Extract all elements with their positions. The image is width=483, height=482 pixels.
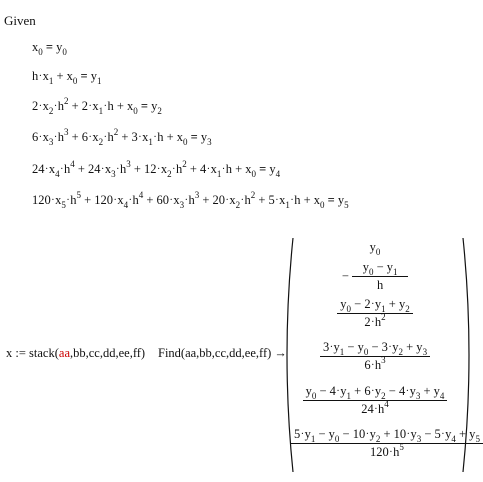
equation-2[interactable]: $h\cdot x_1 + x_0 = y_1$ (32, 69, 102, 86)
stack-function: stack( (29, 346, 59, 360)
result-row-5: $\frac{y_0 - 4\cdot y_1 + 6\cdot y_2 - 4\cdot y_3 + y_4}{24\cdot h^4}$ (291, 384, 459, 417)
equation-1[interactable]: $x_0 = y_0$ (32, 40, 67, 57)
result-row-4: $\frac{3\cdot y_1 - y_0 - 3\cdot y_2 + y_3}{6\cdot h^3}$ (291, 340, 459, 373)
assigned-variable: x := (6, 346, 26, 360)
find-expression[interactable] (158, 346, 287, 361)
equation-5[interactable]: $24\cdot x_4\cdot h^4 + 24\cdot x_3\cdot h^3 + 12\cdot x_2\cdot h^2 + 4\cdot x_1\cdot h + x_0 = y_4$ (32, 159, 281, 179)
given-keyword: Given (4, 13, 36, 28)
equation-3[interactable]: $2\cdot x_2\cdot h^2 + 2\cdot x_1\cdot h + x_0 = y_2$ (32, 96, 162, 116)
result-vector (291, 236, 480, 474)
result-row-2: − $\frac{y_0 - y_1}{h}$ (291, 260, 459, 293)
equation-6[interactable]: $120\cdot x_5\cdot h^5 + 120\cdot x_4\cdot h^4 + 60\cdot x_3\cdot h^3 + 20\cdot x_2\cdot h^2 + 5\cdot x_1\cdot h + x_0 = y_5$ (32, 190, 349, 210)
result-row-3: $\frac{y_0 - 2\cdot y_1 + y_2}{2\cdot h^2}$ (291, 297, 459, 330)
result-row-1: $y_0$ (369, 240, 381, 257)
stack-remaining-args: ,bb,cc,dd,ee,ff) (70, 346, 146, 360)
result-row-6: $\frac{5\cdot y_1 - y_0 - 10\cdot y_2 + 10\cdot y_3 - 5\cdot y_4 + y_5}{120\cdot h^5}$ (291, 427, 459, 460)
find-call: Find(aa,bb,cc,dd,ee,ff) (158, 346, 272, 360)
equation-4[interactable]: $6\cdot x_3\cdot h^3 + 6\cdot x_2\cdot h^2 + 3\cdot x_1\cdot h + x_0 = y_3$ (32, 127, 212, 147)
highlighted-argument: aa (58, 346, 70, 360)
symbolic-arrow: → (274, 346, 287, 360)
assignment-expression[interactable] (6, 346, 145, 361)
